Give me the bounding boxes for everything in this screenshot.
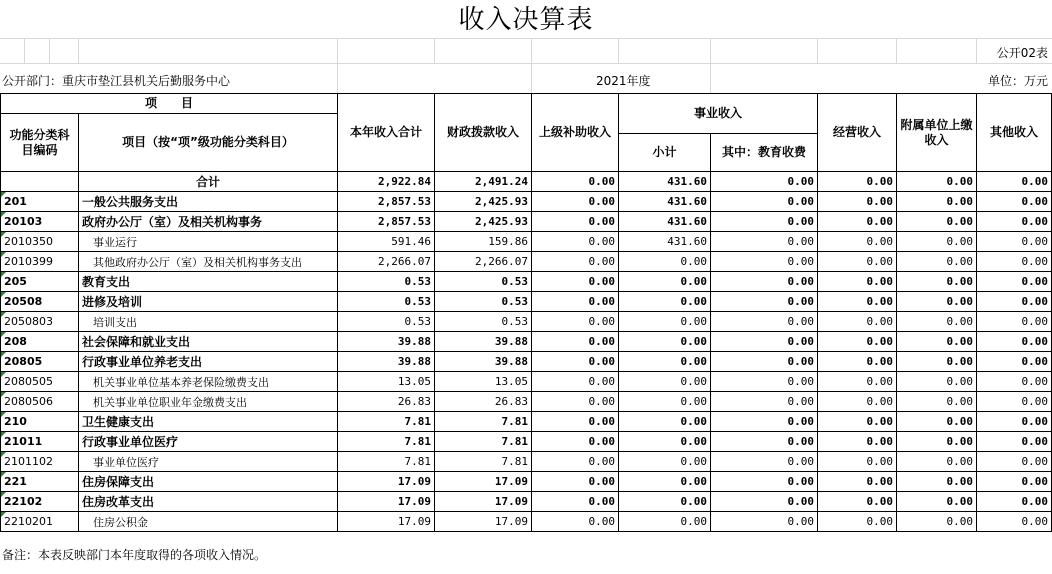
cell-code[interactable]: 20103	[1, 212, 79, 232]
grid-line	[0, 63, 1052, 64]
cell-affiliated[interactable]: 0.00	[897, 292, 977, 312]
table-row	[1, 352, 1052, 372]
cell-name[interactable]: 住房保障支出	[79, 472, 338, 492]
cell-superior[interactable]: 0.00	[532, 172, 619, 192]
grid-line	[531, 38, 532, 93]
cell-affiliated[interactable]: 0.00	[897, 172, 977, 192]
cell-education[interactable]: 0.00	[711, 252, 818, 272]
cell-code[interactable]: 21011	[1, 432, 79, 452]
cell-affiliated[interactable]: 0.00	[897, 512, 977, 532]
cell-subtotal[interactable]: 431.60	[619, 192, 711, 212]
header-affiliated: 附属单位上缴收入	[897, 94, 977, 172]
cell-name[interactable]: 行政事业单位养老支出	[79, 352, 338, 372]
cell-name[interactable]: 机关事业单位基本养老保险缴费支出	[79, 372, 338, 392]
cell-fiscal[interactable]: 39.88	[435, 352, 532, 372]
table-row	[1, 492, 1052, 512]
header-fiscal: 财政拨款收入	[435, 94, 532, 172]
cell-superior[interactable]: 0.00	[532, 512, 619, 532]
cell-subtotal[interactable]: 0.00	[619, 412, 711, 432]
cell-total[interactable]: 39.88	[338, 352, 435, 372]
header-total: 本年收入合计	[338, 94, 435, 172]
cell-superior[interactable]: 0.00	[532, 412, 619, 432]
cell-other[interactable]: 0.00	[977, 172, 1052, 192]
cell-education[interactable]: 0.00	[711, 432, 818, 452]
cell-superior[interactable]: 0.00	[532, 192, 619, 212]
header-superior: 上级补助收入	[532, 94, 619, 172]
cell-name[interactable]: 合计	[79, 172, 338, 192]
cell-operating[interactable]: 0.00	[818, 372, 897, 392]
cell-code[interactable]: 205	[1, 272, 79, 292]
cell-other[interactable]: 0.00	[977, 292, 1052, 312]
grid-line	[618, 38, 619, 63]
cell-other[interactable]: 0.00	[977, 452, 1052, 472]
cell-total[interactable]: 26.83	[338, 392, 435, 412]
cell-fiscal[interactable]: 2,425.93	[435, 192, 532, 212]
cell-subtotal[interactable]: 0.00	[619, 512, 711, 532]
cell-other[interactable]: 0.00	[977, 212, 1052, 232]
header-subtotal: 小计	[619, 134, 711, 172]
cell-operating[interactable]: 0.00	[818, 212, 897, 232]
cell-fiscal[interactable]: 17.09	[435, 492, 532, 512]
cell-total[interactable]: 7.81	[338, 412, 435, 432]
table-row	[1, 432, 1052, 452]
table-row	[1, 232, 1052, 252]
cell-education[interactable]: 0.00	[711, 352, 818, 372]
cell-superior[interactable]: 0.00	[532, 392, 619, 412]
cell-affiliated[interactable]: 0.00	[897, 472, 977, 492]
cell-education[interactable]: 0.00	[711, 292, 818, 312]
header-code: 功能分类科目编码	[1, 114, 79, 172]
cell-subtotal[interactable]: 0.00	[619, 432, 711, 452]
form-code: 公开02表	[996, 46, 1048, 60]
cell-name[interactable]: 卫生健康支出	[79, 412, 338, 432]
cell-subtotal[interactable]: 0.00	[619, 312, 711, 332]
cell-affiliated[interactable]: 0.00	[897, 452, 977, 472]
cell-total[interactable]: 39.88	[338, 332, 435, 352]
cell-other[interactable]: 0.00	[977, 352, 1052, 372]
cell-other[interactable]: 0.00	[977, 412, 1052, 432]
cell-superior[interactable]: 0.00	[532, 472, 619, 492]
cell-subtotal[interactable]: 0.00	[619, 292, 711, 312]
table-row	[1, 172, 1052, 192]
grid-line	[0, 38, 1052, 39]
grid-line	[434, 38, 435, 63]
cell-fiscal[interactable]: 0.53	[435, 292, 532, 312]
table-row	[1, 272, 1052, 292]
header-business: 事业收入	[619, 94, 818, 134]
cell-affiliated[interactable]: 0.00	[897, 272, 977, 292]
cell-operating[interactable]: 0.00	[818, 412, 897, 432]
cell-affiliated[interactable]: 0.00	[897, 332, 977, 352]
cell-fiscal[interactable]: 0.53	[435, 312, 532, 332]
cell-affiliated[interactable]: 0.00	[897, 232, 977, 252]
cell-superior[interactable]: 0.00	[532, 272, 619, 292]
cell-operating[interactable]: 0.00	[818, 172, 897, 192]
cell-other[interactable]: 0.00	[977, 252, 1052, 272]
cell-superior[interactable]: 0.00	[532, 252, 619, 272]
cell-total[interactable]: 7.81	[338, 452, 435, 472]
cell-fiscal[interactable]: 2,266.07	[435, 252, 532, 272]
cell-education[interactable]: 0.00	[711, 372, 818, 392]
cell-operating[interactable]: 0.00	[818, 472, 897, 492]
grid-line	[337, 38, 338, 93]
table-row	[1, 372, 1052, 392]
fiscal-year: 2021年度	[596, 74, 651, 88]
cell-total[interactable]: 0.53	[338, 292, 435, 312]
cell-operating[interactable]: 0.00	[818, 392, 897, 412]
cell-other[interactable]: 0.00	[977, 192, 1052, 212]
cell-name[interactable]: 事业运行	[79, 232, 338, 252]
cell-total[interactable]: 17.09	[338, 492, 435, 512]
cell-other[interactable]: 0.00	[977, 512, 1052, 532]
cell-superior[interactable]: 0.00	[532, 452, 619, 472]
cell-subtotal[interactable]: 0.00	[619, 472, 711, 492]
grid-line	[49, 38, 50, 63]
cell-name[interactable]: 其他政府办公厅（室）及相关机构事务支出	[79, 252, 338, 272]
cell-superior[interactable]: 0.00	[532, 432, 619, 452]
cell-name[interactable]: 培训支出	[79, 312, 338, 332]
cell-code[interactable]: 208	[1, 332, 79, 352]
table-row	[1, 312, 1052, 332]
header-name: 项目（按“项”级功能分类科目）	[79, 114, 338, 172]
cell-fiscal[interactable]: 26.83	[435, 392, 532, 412]
cell-affiliated[interactable]: 0.00	[897, 312, 977, 332]
cell-code[interactable]: 2080506	[1, 392, 79, 412]
cell-operating[interactable]: 0.00	[818, 332, 897, 352]
cell-subtotal[interactable]: 431.60	[619, 232, 711, 252]
cell-education[interactable]: 0.00	[711, 512, 818, 532]
grid-line	[78, 38, 79, 63]
table-row	[1, 412, 1052, 432]
table-row	[1, 292, 1052, 312]
cell-operating[interactable]: 0.00	[818, 292, 897, 312]
cell-operating[interactable]: 0.00	[818, 512, 897, 532]
table-row	[1, 212, 1052, 232]
cell-code[interactable]: 221	[1, 472, 79, 492]
cell-education[interactable]: 0.00	[711, 212, 818, 232]
cell-fiscal[interactable]: 39.88	[435, 332, 532, 352]
cell-total[interactable]: 2,857.53	[338, 212, 435, 232]
cell-affiliated[interactable]: 0.00	[897, 372, 977, 392]
cell-code[interactable]: 20805	[1, 352, 79, 372]
cell-operating[interactable]: 0.00	[818, 252, 897, 272]
cell-fiscal[interactable]: 7.81	[435, 432, 532, 452]
cell-operating[interactable]: 0.00	[818, 272, 897, 292]
cell-other[interactable]: 0.00	[977, 372, 1052, 392]
footnote: 备注：本表反映部门本年度取得的各项收入情况。	[2, 548, 267, 562]
cell-superior[interactable]: 0.00	[532, 212, 619, 232]
cell-code[interactable]: 210	[1, 412, 79, 432]
cell-affiliated[interactable]: 0.00	[897, 352, 977, 372]
cell-code[interactable]: 2050803	[1, 312, 79, 332]
cell-total[interactable]: 13.05	[338, 372, 435, 392]
cell-education[interactable]: 0.00	[711, 232, 818, 252]
cell-name[interactable]: 事业单位医疗	[79, 452, 338, 472]
cell-name[interactable]: 社会保障和就业支出	[79, 332, 338, 352]
cell-education[interactable]: 0.00	[711, 192, 818, 212]
cell-total[interactable]: 7.81	[338, 432, 435, 452]
cell-superior[interactable]: 0.00	[532, 232, 619, 252]
grid-line	[896, 38, 897, 63]
cell-operating[interactable]: 0.00	[818, 352, 897, 372]
cell-code[interactable]: 2101102	[1, 452, 79, 472]
table-row	[1, 252, 1052, 272]
cell-fiscal[interactable]: 2,491.24	[435, 172, 532, 192]
cell-other[interactable]: 0.00	[977, 312, 1052, 332]
cell-education[interactable]: 0.00	[711, 392, 818, 412]
header-operating: 经营收入	[818, 94, 897, 172]
grid-line	[710, 38, 711, 93]
cell-name[interactable]: 一般公共服务支出	[79, 192, 338, 212]
cell-fiscal[interactable]: 13.05	[435, 372, 532, 392]
header-project: 项 目	[1, 94, 338, 114]
cell-education[interactable]: 0.00	[711, 472, 818, 492]
cell-subtotal[interactable]: 0.00	[619, 372, 711, 392]
table-row	[1, 332, 1052, 352]
header-other: 其他收入	[977, 94, 1052, 172]
cell-name[interactable]: 行政事业单位医疗	[79, 432, 338, 452]
cell-operating[interactable]: 0.00	[818, 192, 897, 212]
department-label: 公开部门：重庆市垫江县机关后勤服务中心	[2, 74, 231, 88]
cell-education[interactable]: 0.00	[711, 312, 818, 332]
table-row	[1, 452, 1052, 472]
cell-subtotal[interactable]: 0.00	[619, 252, 711, 272]
cell-affiliated[interactable]: 0.00	[897, 252, 977, 272]
cell-code[interactable]: 20508	[1, 292, 79, 312]
cell-other[interactable]: 0.00	[977, 272, 1052, 292]
cell-subtotal[interactable]: 0.00	[619, 392, 711, 412]
table-row	[1, 472, 1052, 492]
cell-subtotal[interactable]: 431.60	[619, 212, 711, 232]
cell-other[interactable]: 0.00	[977, 472, 1052, 492]
header-education: 其中：教育收费	[711, 134, 818, 172]
cell-total[interactable]: 2,857.53	[338, 192, 435, 212]
cell-subtotal[interactable]: 0.00	[619, 272, 711, 292]
cell-education[interactable]: 0.00	[711, 172, 818, 192]
cell-total[interactable]: 591.46	[338, 232, 435, 252]
cell-education[interactable]: 0.00	[711, 412, 818, 432]
cell-code[interactable]: 2210201	[1, 512, 79, 532]
cell-other[interactable]: 0.00	[977, 232, 1052, 252]
cell-fiscal[interactable]: 17.09	[435, 512, 532, 532]
cell-name[interactable]: 进修及培训	[79, 292, 338, 312]
cell-fiscal[interactable]: 0.53	[435, 272, 532, 292]
cell-education[interactable]: 0.00	[711, 492, 818, 512]
cell-education[interactable]: 0.00	[711, 452, 818, 472]
cell-fiscal[interactable]: 7.81	[435, 452, 532, 472]
grid-line	[24, 38, 25, 63]
cell-other[interactable]: 0.00	[977, 332, 1052, 352]
cell-subtotal[interactable]: 431.60	[619, 172, 711, 192]
cell-total[interactable]: 2,266.07	[338, 252, 435, 272]
cell-total[interactable]: 17.09	[338, 512, 435, 532]
cell-total[interactable]: 2,922.84	[338, 172, 435, 192]
cell-affiliated[interactable]: 0.00	[897, 412, 977, 432]
cell-operating[interactable]: 0.00	[818, 432, 897, 452]
cell-subtotal[interactable]: 0.00	[619, 332, 711, 352]
cell-superior[interactable]: 0.00	[532, 292, 619, 312]
cell-affiliated[interactable]: 0.00	[897, 492, 977, 512]
table-row	[1, 192, 1052, 212]
cell-other[interactable]: 0.00	[977, 392, 1052, 412]
table-row	[1, 512, 1052, 532]
cell-code[interactable]: 2010350	[1, 232, 79, 252]
cell-operating[interactable]: 0.00	[818, 452, 897, 472]
cell-superior[interactable]: 0.00	[532, 352, 619, 372]
table-body	[1, 172, 1052, 532]
cell-subtotal[interactable]: 0.00	[619, 492, 711, 512]
cell-superior[interactable]: 0.00	[532, 372, 619, 392]
cell-education[interactable]: 0.00	[711, 332, 818, 352]
grid-line	[976, 38, 977, 63]
cell-subtotal[interactable]: 0.00	[619, 352, 711, 372]
cell-total[interactable]: 0.53	[338, 272, 435, 292]
cell-code[interactable]: 2080505	[1, 372, 79, 392]
cell-operating[interactable]: 0.00	[818, 312, 897, 332]
cell-name[interactable]: 教育支出	[79, 272, 338, 292]
cell-name[interactable]: 政府办公厅（室）及相关机构事务	[79, 212, 338, 232]
cell-operating[interactable]: 0.00	[818, 492, 897, 512]
report-title: 收入决算表	[458, 5, 594, 35]
cell-operating[interactable]: 0.00	[818, 232, 897, 252]
cell-affiliated[interactable]: 0.00	[897, 432, 977, 452]
unit-label: 单位：万元	[987, 74, 1048, 88]
cell-fiscal[interactable]: 17.09	[435, 472, 532, 492]
cell-code[interactable]: 2010399	[1, 252, 79, 272]
cell-fiscal[interactable]: 2,425.93	[435, 212, 532, 232]
cell-name[interactable]: 机关事业单位职业年金缴费支出	[79, 392, 338, 412]
cell-subtotal[interactable]: 0.00	[619, 452, 711, 472]
cell-affiliated[interactable]: 0.00	[897, 392, 977, 412]
cell-affiliated[interactable]: 0.00	[897, 212, 977, 232]
cell-fiscal[interactable]: 159.86	[435, 232, 532, 252]
income-table	[0, 93, 1052, 532]
cell-name[interactable]: 住房公积金	[79, 512, 338, 532]
cell-code[interactable]: 22102	[1, 492, 79, 512]
cell-superior[interactable]: 0.00	[532, 492, 619, 512]
grid-line	[817, 38, 818, 63]
cell-superior[interactable]: 0.00	[532, 312, 619, 332]
cell-affiliated[interactable]: 0.00	[897, 192, 977, 212]
cell-code[interactable]: 201	[1, 192, 79, 212]
cell-education[interactable]: 0.00	[711, 272, 818, 292]
cell-total[interactable]: 17.09	[338, 472, 435, 492]
cell-superior[interactable]: 0.00	[532, 332, 619, 352]
cell-code[interactable]	[1, 172, 79, 192]
cell-other[interactable]: 0.00	[977, 492, 1052, 512]
cell-other[interactable]: 0.00	[977, 432, 1052, 452]
table-row	[1, 392, 1052, 412]
cell-name[interactable]: 住房改革支出	[79, 492, 338, 512]
cell-total[interactable]: 0.53	[338, 312, 435, 332]
cell-fiscal[interactable]: 7.81	[435, 412, 532, 432]
